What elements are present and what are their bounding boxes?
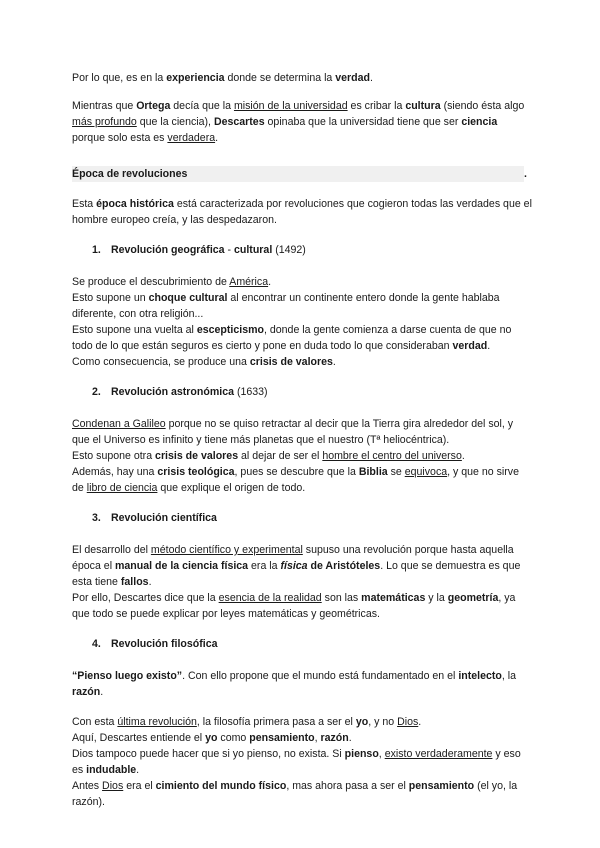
text-run: se bbox=[387, 466, 405, 478]
intro-paragraph-1 bbox=[72, 70, 532, 86]
text-run: decía que la bbox=[170, 100, 234, 112]
bold-text: cimiento del mundo físico bbox=[155, 780, 287, 792]
text-run: Aquí, Descartes entiende el bbox=[72, 732, 206, 744]
revolution-title bbox=[111, 512, 217, 524]
text-run: está caracterizada por revoluciones que cogieron todas las verdades que el hombre europeo creía, y las despedazaron. bbox=[72, 198, 532, 226]
revolution-title bbox=[111, 638, 218, 650]
bold-text: verdad bbox=[335, 72, 371, 84]
revolution-2-para-3 bbox=[72, 464, 532, 496]
revolution-heading-1 bbox=[92, 242, 532, 258]
text-run: al encontrar un continente entero donde la gente hablaba diferente, con otra religión... bbox=[72, 292, 500, 320]
section-intro bbox=[72, 196, 532, 228]
underlined-text: Condenan a Galileo bbox=[72, 418, 166, 430]
text-run: Por ello, Descartes dice que la bbox=[72, 592, 219, 604]
bold-text: manual de la ciencia física bbox=[115, 560, 249, 572]
underlined-text: equivoca bbox=[404, 466, 448, 478]
text-run: y la bbox=[425, 592, 448, 604]
revolution-heading-4 bbox=[92, 636, 532, 652]
section-title-trailing: . bbox=[524, 168, 527, 180]
text-run: que explique el origen de todo. bbox=[157, 482, 306, 494]
underlined-text: esencia de la realidad bbox=[218, 592, 322, 604]
revolution-3-para-1 bbox=[72, 542, 532, 590]
underlined-text: verdadera bbox=[167, 132, 216, 144]
text-run: (siendo ésta algo bbox=[440, 100, 525, 112]
bold-text: física bbox=[280, 560, 308, 572]
bold-text: escepticismo bbox=[196, 324, 264, 336]
text-run: Dios tampoco puede hacer que si yo pienso, no exista. Si bbox=[72, 748, 345, 760]
revolution-4-para-2 bbox=[72, 714, 532, 730]
text-run: , la bbox=[501, 670, 517, 682]
text-run: , y no bbox=[368, 716, 398, 728]
underlined-text: última revolución bbox=[117, 716, 197, 728]
text-run: era la bbox=[248, 560, 281, 572]
text-run: . bbox=[148, 576, 152, 588]
text-run: . bbox=[268, 276, 272, 288]
revolution-number: 2. bbox=[92, 386, 101, 398]
text-run: . bbox=[461, 450, 465, 462]
bold-text: Ortega bbox=[136, 100, 171, 112]
bold-text: fallos bbox=[120, 576, 149, 588]
bold-text: crisis de valores bbox=[249, 356, 333, 368]
revolution-title bbox=[111, 244, 306, 256]
revolution-2-para-1 bbox=[72, 416, 532, 448]
text-run: , bbox=[314, 732, 321, 744]
text-run: (1633) bbox=[234, 386, 268, 398]
bold-text: de Aristóteles bbox=[310, 560, 381, 572]
bold-text: pensamiento bbox=[408, 780, 475, 792]
text-run: Esta bbox=[72, 198, 97, 210]
bold-text: Descartes bbox=[213, 116, 265, 128]
text-run: porque solo esta es bbox=[72, 132, 168, 144]
text-run: que la ciencia), bbox=[136, 116, 214, 128]
revolution-4-para-4 bbox=[72, 746, 532, 778]
bold-text: geometría bbox=[447, 592, 499, 604]
section-heading-bar bbox=[72, 166, 527, 182]
revolution-title bbox=[111, 386, 268, 398]
intro-paragraph-2 bbox=[72, 98, 532, 146]
text-run: . bbox=[332, 356, 336, 368]
revolution-number: 1. bbox=[92, 244, 101, 256]
underlined-text: Dios bbox=[102, 780, 124, 792]
text-run: . bbox=[100, 686, 104, 698]
bold-text: cultura bbox=[405, 100, 441, 112]
text-run: supuso una revolución porque hasta aquella época el bbox=[72, 544, 514, 572]
text-run: al dejar de ser el bbox=[238, 450, 323, 462]
revolution-1-para-2 bbox=[72, 290, 532, 322]
bold-text: indudable bbox=[86, 764, 137, 776]
revolution-1-para-1 bbox=[72, 274, 532, 290]
underlined-text: hombre el centro del universo bbox=[322, 450, 462, 462]
text-run: Se produce el descubrimiento de bbox=[72, 276, 230, 288]
text-run: . bbox=[348, 732, 352, 744]
bold-text: verdad bbox=[452, 340, 488, 352]
text-run: . Lo que se demuestra es que esta tiene bbox=[72, 560, 521, 588]
text-run: Por lo que, es en la bbox=[72, 72, 167, 84]
text-run: Esto supone un bbox=[72, 292, 149, 304]
revolution-3-para-2 bbox=[72, 590, 532, 622]
underlined-text: América bbox=[229, 276, 269, 288]
underlined-text: Dios bbox=[397, 716, 419, 728]
text-run: . bbox=[370, 72, 373, 84]
text-run: Esto supone otra bbox=[72, 450, 156, 462]
text-run: , la filosofía primera pasa a ser el bbox=[196, 716, 356, 728]
bold-text: cultural bbox=[234, 244, 273, 256]
text-run: Además, hay una bbox=[72, 466, 158, 478]
text-run: , y que no sirve de bbox=[72, 466, 519, 494]
bold-text: razón bbox=[72, 686, 101, 698]
revolution-heading-3 bbox=[92, 510, 532, 526]
bold-text: yo bbox=[355, 716, 369, 728]
revolution-1-para-3 bbox=[72, 322, 532, 354]
text-run: . bbox=[418, 716, 422, 728]
bold-text: crisis teológica bbox=[157, 466, 235, 478]
text-run: , bbox=[378, 748, 385, 760]
revolution-number: 3. bbox=[92, 512, 101, 524]
text-run: , ya que todo se puede explicar por leyes matemáticas y geométricas. bbox=[72, 592, 516, 620]
revolution-number: 4. bbox=[92, 638, 101, 650]
text-run: Antes bbox=[72, 780, 103, 792]
bold-text: choque cultural bbox=[148, 292, 228, 304]
text-run: Esto supone una vuelta al bbox=[72, 324, 197, 336]
text-run: porque no se quiso retractar al decir que la Tierra gira alrededor del sol, y que el Universo es infinito y tiene más planetas que el nuestro (Tª heliocéntrica). bbox=[72, 418, 514, 446]
bold-text: crisis de valores bbox=[155, 450, 239, 462]
bold-text: ciencia bbox=[461, 116, 498, 128]
text-run: . bbox=[215, 132, 219, 144]
text-run: opinaba que la universidad tiene que ser bbox=[264, 116, 462, 128]
text-run: El desarrollo del bbox=[72, 544, 151, 556]
revolution-2-para-2 bbox=[72, 448, 532, 464]
underlined-text: más profundo bbox=[72, 116, 137, 128]
text-run: Con esta bbox=[72, 716, 118, 728]
text-run: , mas ahora pasa a ser el bbox=[286, 780, 409, 792]
text-run: y eso es bbox=[72, 748, 521, 776]
revolution-4-para-5 bbox=[72, 778, 532, 810]
underlined-text: libro de ciencia bbox=[86, 482, 158, 494]
text-run: , donde la gente comienza a darse cuenta de que no todo de lo que están seguros es cierto y pone en duda todo lo que consideraban bbox=[72, 324, 512, 352]
text-run: . bbox=[487, 340, 491, 352]
bold-text: Revolución filosófica bbox=[110, 638, 218, 650]
document-page bbox=[72, 70, 532, 810]
underlined-text: método científico y experimental bbox=[150, 544, 303, 556]
underlined-text: misión de la universidad bbox=[233, 100, 348, 112]
revolution-4-para-1 bbox=[72, 668, 532, 700]
bold-text: experiencia bbox=[166, 72, 225, 84]
bold-text: intelecto bbox=[458, 670, 502, 682]
text-run: Mientras que bbox=[72, 100, 137, 112]
bold-text: Revolución astronómica bbox=[110, 386, 234, 398]
text-run: era el bbox=[123, 780, 156, 792]
revolution-heading-2 bbox=[92, 384, 532, 400]
text-run: - bbox=[224, 244, 234, 256]
text-run: . bbox=[136, 764, 140, 776]
bold-text: pienso bbox=[344, 748, 379, 760]
revolution-4-para-3 bbox=[72, 730, 532, 746]
text-run: (1492) bbox=[272, 244, 306, 256]
text-run: son las bbox=[321, 592, 362, 604]
revolution-1-para-4 bbox=[72, 354, 532, 370]
bold-text: época histórica bbox=[96, 198, 174, 210]
bold-text: pensamiento bbox=[249, 732, 315, 744]
text-run: donde se determina la bbox=[224, 72, 336, 84]
bold-text: Revolución científica bbox=[110, 512, 217, 524]
section-title: Época de revoluciones bbox=[72, 168, 188, 180]
text-run: (el yo, la razón). bbox=[72, 780, 518, 808]
bold-text: matemáticas bbox=[361, 592, 426, 604]
text-run: es cribar la bbox=[347, 100, 406, 112]
bold-text: “Pienso luego existo” bbox=[72, 670, 183, 682]
bold-text: razón bbox=[320, 732, 349, 744]
bold-text: Biblia bbox=[358, 466, 388, 478]
text-run: , pues se descubre que la bbox=[234, 466, 359, 478]
bold-text: yo bbox=[205, 732, 218, 744]
bold-text: Revolución geográfica bbox=[110, 244, 225, 256]
text-run: Como consecuencia, se produce una bbox=[72, 356, 250, 368]
underlined-text: existo verdaderamente bbox=[384, 748, 493, 760]
text-run: como bbox=[217, 732, 250, 744]
text-run: . Con ello propone que el mundo está fundamentado en el bbox=[182, 670, 459, 682]
